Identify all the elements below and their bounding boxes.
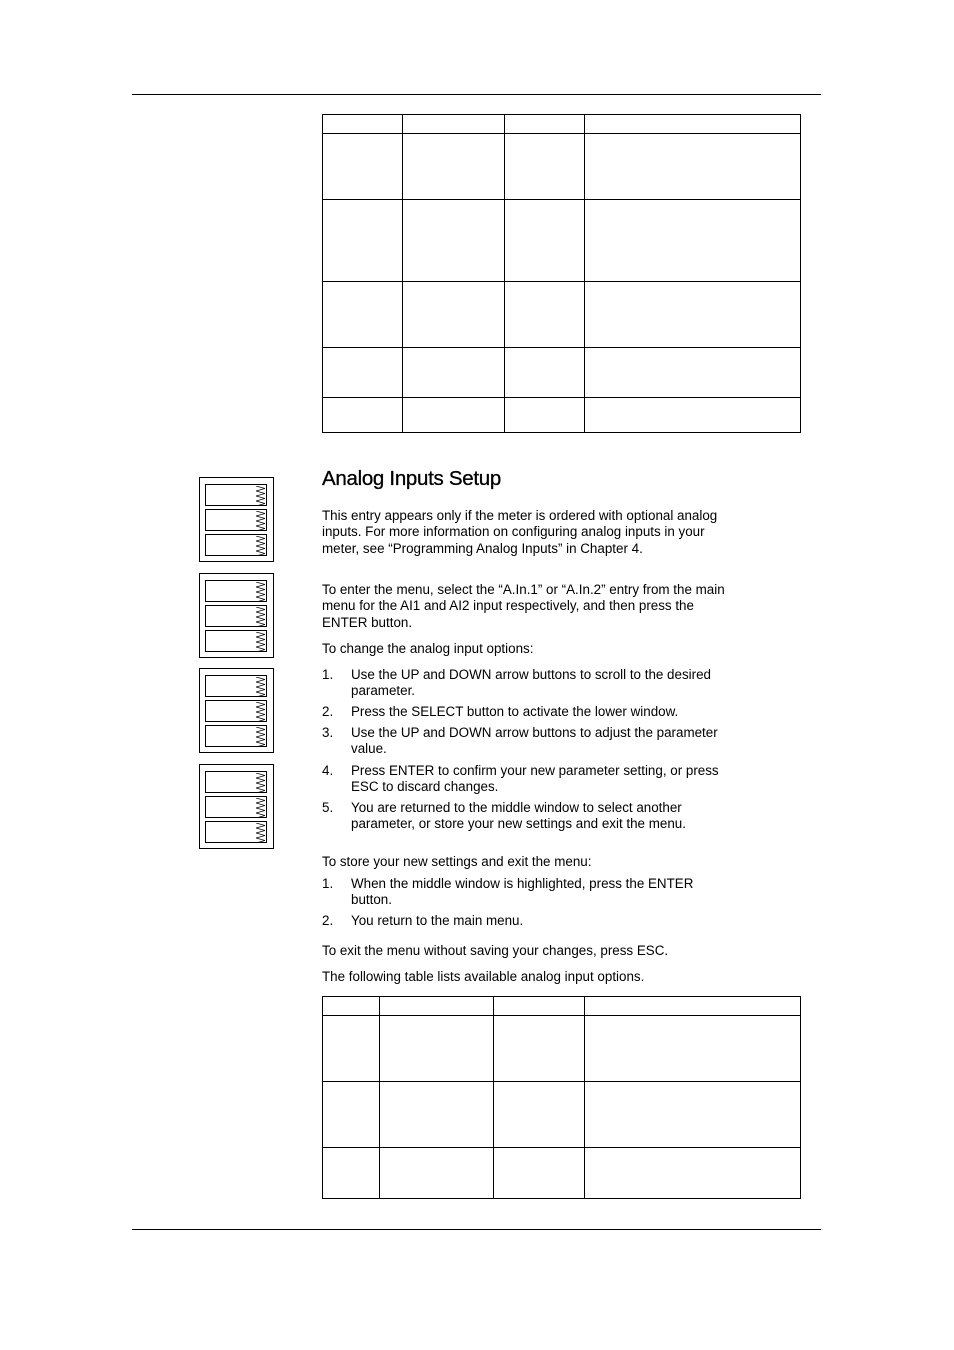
step-number: 4. [322, 763, 334, 778]
list-item [322, 763, 732, 800]
table-row [323, 1082, 801, 1148]
enter-menu-text: To enter the menu, select the “A.In.1” or “A.In.2” entry from the main menu for the AI1 and AI2 input respectively, and then press the ENTER button. [322, 582, 725, 630]
list-item [322, 913, 732, 929]
enter-menu-paragraph [322, 582, 732, 631]
step-text: You are returned to the middle window to select another parameter, or store your new settings and exit the menu. [351, 800, 686, 832]
segment-icon [256, 607, 265, 627]
step-text: You return to the main menu. [351, 913, 524, 928]
display-window [205, 534, 267, 556]
step-number: 2. [322, 704, 334, 719]
segment-icon [256, 702, 265, 722]
step-number: 2. [322, 913, 334, 928]
step-text: Press ENTER to confirm your new parameter setting, or press ESC to discard changes. [351, 763, 719, 795]
table-row [323, 134, 801, 200]
segment-icon [256, 582, 265, 602]
section-title: Analog Inputs Setup [322, 467, 501, 490]
step-number: 1. [322, 667, 334, 682]
segment-icon [256, 486, 265, 506]
list-item [322, 725, 732, 763]
display-window [205, 821, 267, 843]
exit-note-paragraph [322, 943, 732, 959]
step-number: 5. [322, 800, 334, 815]
table-row [323, 1016, 801, 1082]
meter-display-illustration [199, 764, 274, 849]
segment-icon [256, 773, 265, 793]
list-item [322, 704, 732, 725]
list-item [322, 667, 732, 704]
table-row [323, 1148, 801, 1199]
store-steps-list [322, 876, 732, 929]
meter-display-illustration [199, 668, 274, 753]
store-settings-intro [322, 854, 732, 870]
display-window [205, 700, 267, 722]
intro-text: This entry appears only if the meter is ordered with optional analog inputs. For more information on configuring analog inputs in your meter, see “Programming Analog Inputs” in Chapter 4. [322, 508, 718, 556]
segment-icon [256, 511, 265, 531]
table-row [323, 200, 801, 282]
table-row [323, 398, 801, 433]
step-text: Use the UP and DOWN arrow buttons to scroll to the desired parameter. [351, 667, 711, 699]
display-window [205, 771, 267, 793]
table-row [323, 282, 801, 348]
options-table-top [322, 114, 801, 433]
step-number: 1. [322, 876, 334, 891]
list-item [322, 800, 732, 833]
display-window [205, 484, 267, 506]
footer-rule [132, 1229, 821, 1230]
step-text: When the middle window is highlighted, press the ENTER button. [351, 876, 694, 908]
display-window [205, 796, 267, 818]
change-options-intro [322, 641, 732, 657]
table-row [323, 348, 801, 398]
display-window [205, 630, 267, 652]
display-window [205, 509, 267, 531]
step-number: 3. [322, 725, 334, 740]
header-rule [132, 94, 821, 95]
display-window [205, 725, 267, 747]
meter-display-illustration [199, 573, 274, 658]
analog-input-options-table [322, 996, 801, 1199]
segment-icon [256, 823, 265, 843]
display-window [205, 580, 267, 602]
list-item [322, 876, 732, 913]
change-intro-text: To change the analog input options: [322, 641, 534, 656]
store-intro-text: To store your new settings and exit the menu: [322, 854, 592, 869]
segment-icon [256, 798, 265, 818]
display-window [205, 675, 267, 697]
meter-display-illustration [199, 477, 274, 562]
segment-icon [256, 727, 265, 747]
segment-icon [256, 677, 265, 697]
table-row [323, 997, 801, 1016]
table-intro-text: The following table lists available analog input options. [322, 969, 645, 984]
segment-icon [256, 536, 265, 556]
step-text: Use the UP and DOWN arrow buttons to adjust the parameter value. [351, 725, 718, 757]
table-row [323, 115, 801, 134]
segment-icon [256, 632, 265, 652]
intro-paragraph [322, 508, 732, 557]
display-window [205, 605, 267, 627]
exit-note-text: To exit the menu without saving your changes, press ESC. [322, 943, 669, 958]
step-text: Press the SELECT button to activate the lower window. [351, 704, 679, 719]
change-steps-list [322, 667, 732, 833]
table-intro-paragraph [322, 969, 732, 985]
